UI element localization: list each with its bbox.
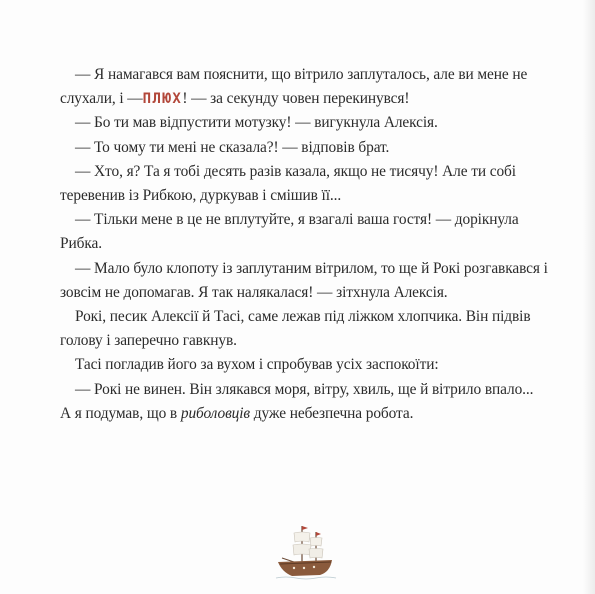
paragraph-4: — Хто, я? Та я тобі десять разів казала, якщо не тисячу! Але ти собі теревенив із Рибкою, дуркував і смішив її... — [60, 162, 516, 205]
paragraph-3: — То чому ти мені не сказала?! — відповів брат. — [75, 138, 390, 156]
paragraph-9: — Рокі не винен. Він злякався моря, вітру, хвиль, ще й вітрило впало... — [75, 380, 534, 398]
paragraph-2: — Бо ти мав відпустити мотузку! — вигукнула Алексія. — [75, 114, 438, 132]
paragraph-10 — [60, 402, 560, 426]
splash-word: ПЛЮХ — [142, 91, 183, 108]
paragraph-6: — Мало було клопоту із заплутаним вітрилом, то ще й Рокі розгавкався і зовсім не допомагав. Я так налякалася! — зітхнула Алексія. — [60, 259, 548, 301]
paragraph-7: Рокі, песик Алексії й Тасі, саме лежав під ліжком хлопчика. Він підвів голову і заперечно гавкнув. — [60, 308, 531, 350]
emphasis-word: риболовців — [180, 404, 251, 422]
paragraph-10-start: А я подумав, що в — [60, 404, 181, 422]
paragraph-1-end: ! — за секунду човен перекинувся! — [182, 90, 410, 108]
paragraph-8: Тасі погладив його за вухом і спробував усіх заспокоїти: — [75, 356, 439, 374]
paragraph-10-end: дуже небезпечна робота. — [250, 404, 414, 422]
paragraph-1 — [60, 63, 560, 111]
paragraph-5: — Тільки мене в це не вплутуйте, я взагалі ваша гостя! — дорікнула Рибка. — [60, 211, 519, 253]
page-edge-shadow — [583, 0, 595, 594]
paragraph-1-start: — Я намагався вам пояснити, що вітрило заплуталось, але ви мене не слухали, і — — [60, 66, 528, 108]
sailing-ship-icon — [272, 520, 342, 582]
story-text — [60, 63, 560, 426]
